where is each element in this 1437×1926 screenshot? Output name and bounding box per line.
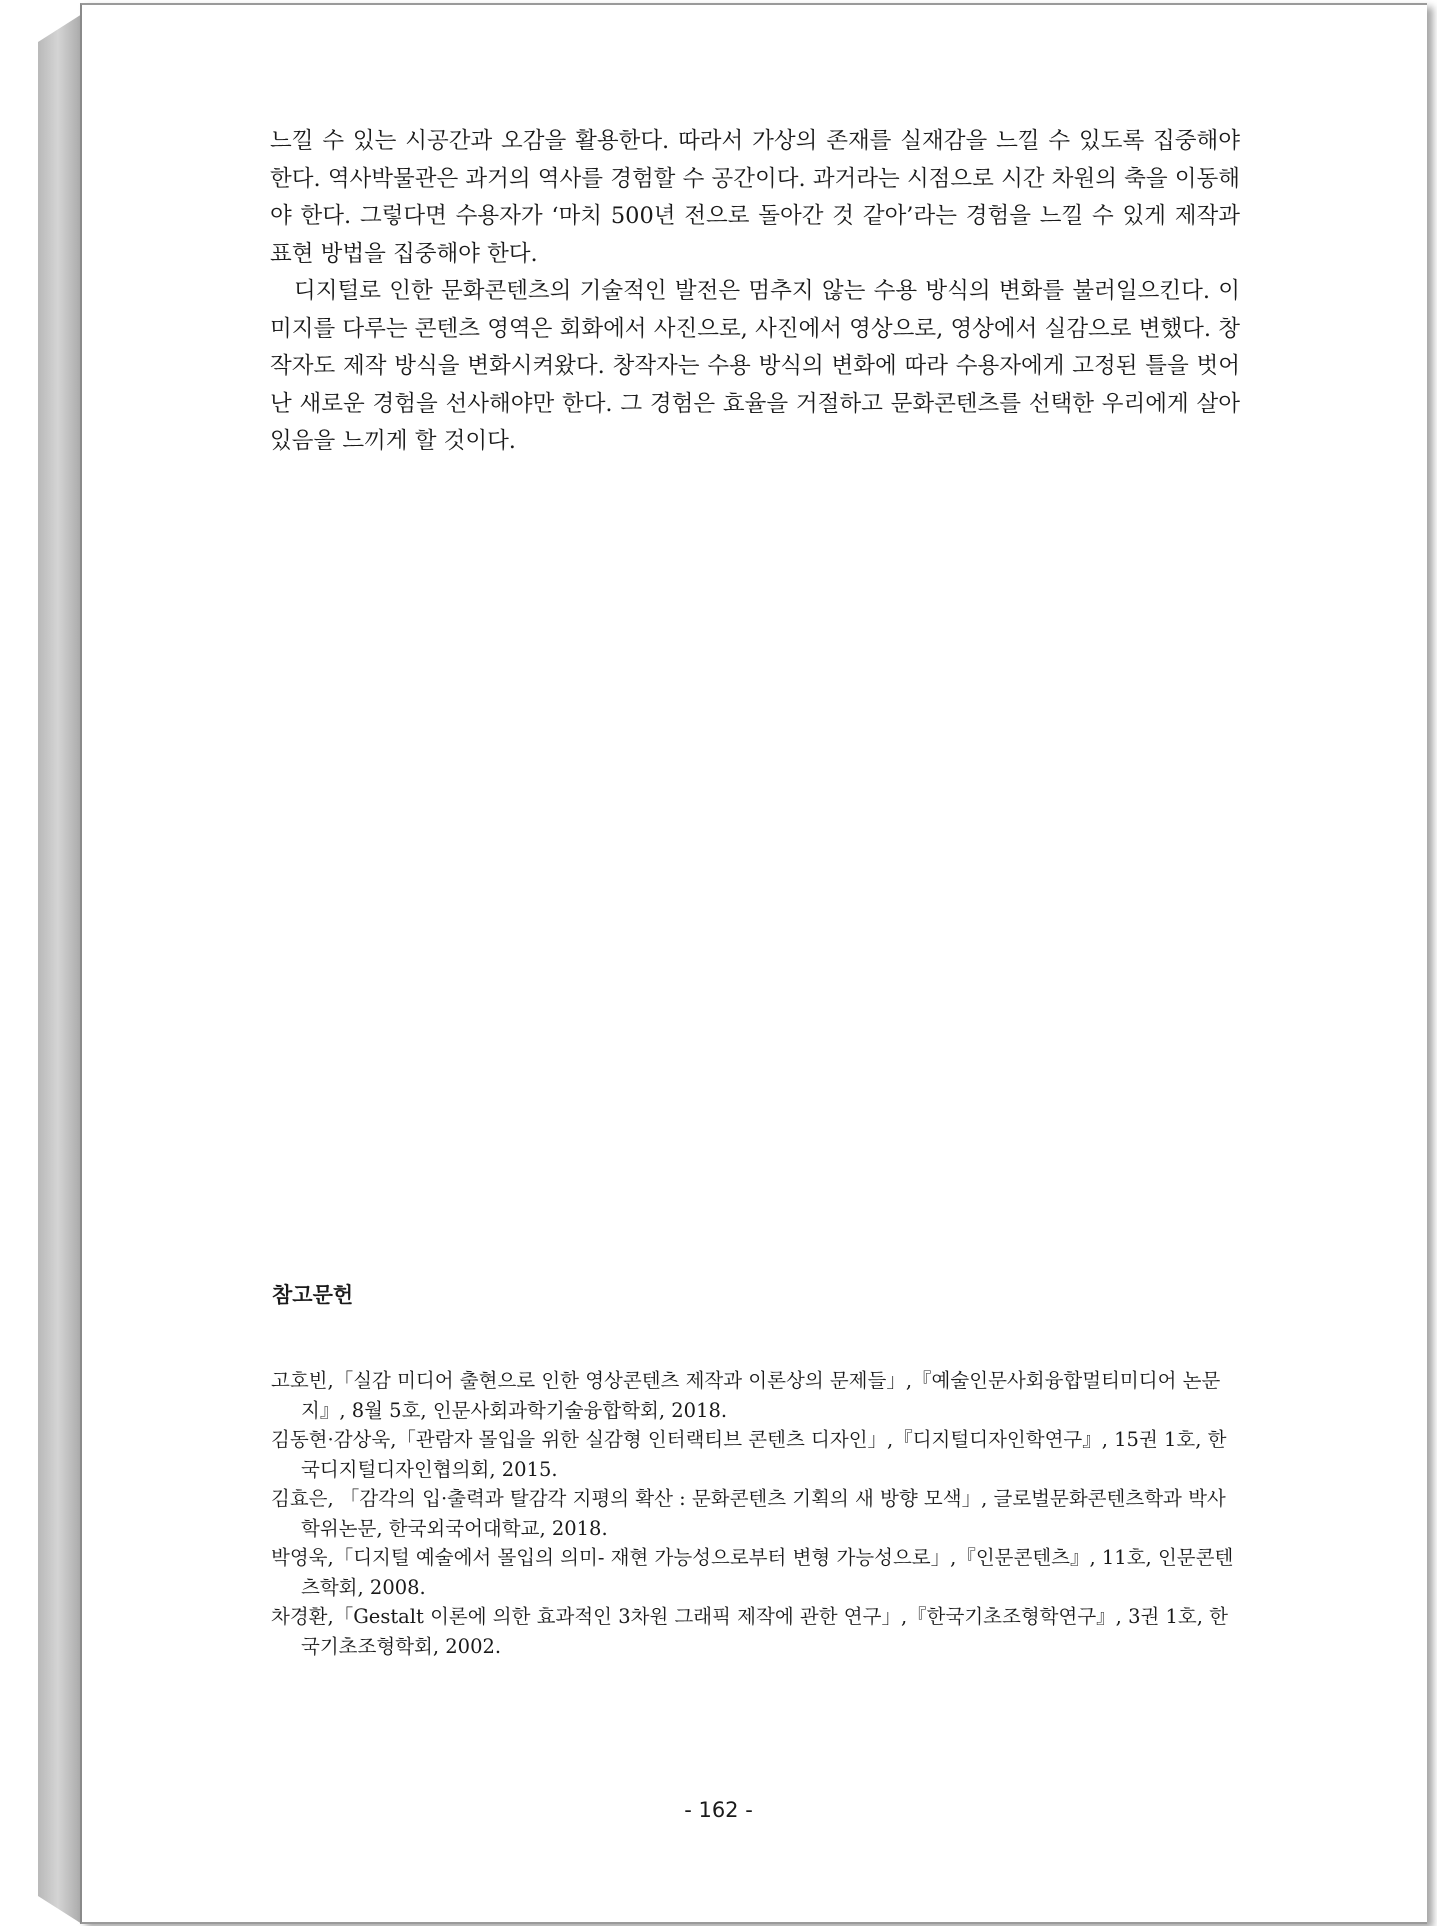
- reference-item: 차경환,「Gestalt 이론에 의한 효과적인 3차원 그래픽 제작에 관한 연구」,『한국기초조형학연구』, 3권 1호, 한국기초조형학회, 2002.: [271, 1605, 1228, 1658]
- reference-item: 김동현·감상욱,「관람자 몰입을 위한 실감형 인터랙티브 콘텐츠 디자인」,『디지털디자인학연구』, 15권 1호, 한국디지털디자인협의회, 2015.: [271, 1428, 1227, 1481]
- book-spine-edge: [38, 14, 82, 1924]
- reference-item: 김효은, 「감각의 입·출력과 탈감각 지평의 확산 : 문화콘텐츠 기획의 새 방향 모색」, 글로벌문화콘텐츠학과 박사학위논문, 한국외국어대학교, 2018.: [271, 1487, 1226, 1540]
- reference-list: [271, 1366, 1241, 1661]
- references-heading: 참고문헌: [272, 1283, 354, 1307]
- paragraph: 느낄 수 있는 시공간과 오감을 활용한다. 따라서 가상의 존재를 실재감을 느낄 수 있도록 집중해야 한다. 역사박물관은 과거의 역사를 경험할 수 공간이다. 과거라는 시점으로 시간 차원의 축을 이동해야 한다. 그렇다면 수용자가 ‘마치 500년 전으로 돌아간 것 같아’라는 경험을 느낄 수 있게 제작과 표현 방법을 집중해야 한다.: [270, 128, 1240, 267]
- reference-item: 박영욱,「디지털 예술에서 몰입의 의미- 재현 가능성으로부터 변형 가능성으로」,『인문콘텐츠』, 11호, 인문콘텐츠학회, 2008.: [271, 1546, 1234, 1599]
- page-number: - 162 -: [684, 1798, 753, 1822]
- body-text: [270, 123, 1240, 461]
- reference-item: 고호빈,「실감 미디어 출현으로 인한 영상콘텐츠 제작과 이론상의 문제들」,『예술인문사회융합멀티미디어 논문지』, 8월 5호, 인문사회과학기술융합학회, 2018.: [271, 1369, 1221, 1422]
- paragraph: 디지털로 인한 문화콘텐츠의 기술적인 발전은 멈추지 않는 수용 방식의 변화를 불러일으킨다. 이미지를 다루는 콘텐츠 영역은 회화에서 사진으로, 사진에서 영상으로, 영상에서 실감으로 변했다. 창작자도 제작 방식을 변화시켜왔다. 창작자는 수용 방식의 변화에 따라 수용자에게 고정된 틀을 벗어난 새로운 경험을 선사해야만 한다. 그 경험은 효율을 거절하고 문화콘텐츠를 선택한 우리에게 살아 있음을 느끼게 할 것이다.: [270, 278, 1240, 454]
